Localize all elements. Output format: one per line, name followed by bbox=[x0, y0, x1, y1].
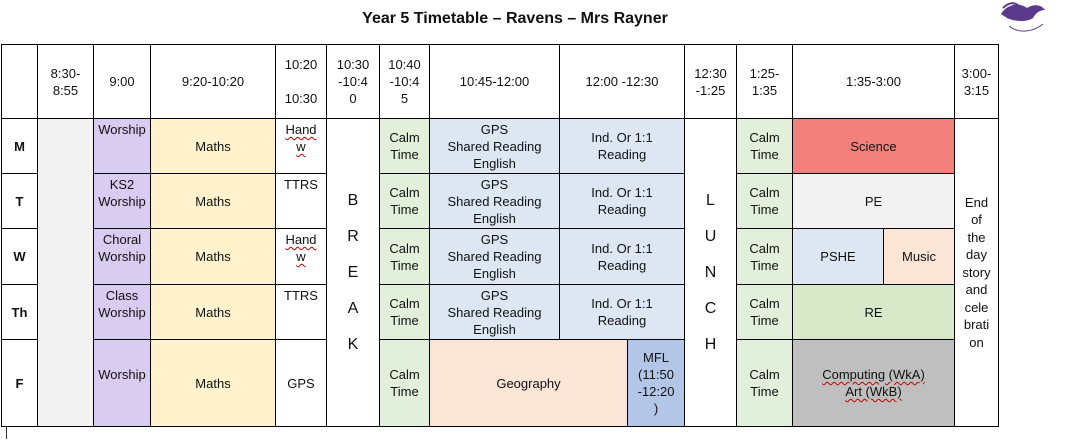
table-row bbox=[2, 174, 999, 229]
header-cell: 10:20 10:30 bbox=[276, 45, 327, 119]
header-corner bbox=[2, 45, 38, 119]
table-row bbox=[2, 340, 999, 427]
computing-label: Computing (WkA) bbox=[822, 367, 925, 382]
calm-time-cell: Calm Time bbox=[737, 119, 793, 174]
handwriting-cell: Hand w bbox=[276, 229, 327, 285]
calm-time-cell: Calm Time bbox=[737, 229, 793, 285]
day-label: F bbox=[2, 340, 38, 427]
calm-time-cell: Calm Time bbox=[380, 340, 430, 427]
day-label: T bbox=[2, 174, 38, 229]
handwriting-cell: Hand w bbox=[276, 119, 327, 174]
header-cell: 12:30 -1:25 bbox=[685, 45, 737, 119]
literacy-cell: GPS Shared Reading English bbox=[430, 174, 560, 229]
art-label: Art (WkB) bbox=[845, 384, 902, 399]
maths-cell: Maths bbox=[151, 229, 276, 285]
split-cell bbox=[430, 340, 685, 427]
reading-cell: Ind. Or 1:1 Reading bbox=[560, 119, 685, 174]
ttrs-cell: TTRS bbox=[276, 285, 327, 340]
reading-cell: Ind. Or 1:1 Reading bbox=[560, 229, 685, 285]
calm-time-cell: Calm Time bbox=[737, 174, 793, 229]
geography-cell: Geography bbox=[430, 340, 628, 426]
maths-cell: Maths bbox=[151, 119, 276, 174]
header-cell: 10:45-12:00 bbox=[430, 45, 560, 119]
header-cell: 1:35-3:00 bbox=[793, 45, 955, 119]
maths-cell: Maths bbox=[151, 340, 276, 427]
calm-time-cell: Calm Time bbox=[737, 285, 793, 340]
header-cell: 12:00 -12:30 bbox=[560, 45, 685, 119]
re-cell: RE bbox=[793, 285, 955, 340]
computing-art-cell bbox=[793, 340, 955, 427]
registration-cell bbox=[38, 119, 94, 427]
maths-cell: Maths bbox=[151, 174, 276, 229]
literacy-cell: GPS Shared Reading English bbox=[430, 229, 560, 285]
music-cell: Music bbox=[884, 229, 954, 284]
lunch-cell: L U N C H bbox=[685, 119, 737, 427]
calm-time-cell: Calm Time bbox=[380, 229, 430, 285]
table-row bbox=[2, 119, 999, 174]
header-cell: 3:00- 3:15 bbox=[955, 45, 999, 119]
text-cursor bbox=[6, 427, 7, 439]
break-cell: B R E A K bbox=[327, 119, 380, 427]
science-cell: Science bbox=[793, 119, 955, 174]
pe-cell: PE bbox=[793, 174, 955, 229]
day-label: W bbox=[2, 229, 38, 285]
end-of-day-cell: End of the day story and celebration bbox=[955, 119, 999, 427]
table-row bbox=[2, 229, 999, 285]
pshe-cell: PSHE bbox=[793, 229, 884, 284]
school-logo-icon bbox=[993, 0, 1048, 36]
calm-time-cell: Calm Time bbox=[380, 285, 430, 340]
header-cell: 10:30 -10:4 0 bbox=[327, 45, 380, 119]
header-row bbox=[2, 45, 999, 119]
ttrs-cell: TTRS bbox=[276, 174, 327, 229]
worship-cell: Worship bbox=[94, 340, 151, 427]
day-label: M bbox=[2, 119, 38, 174]
maths-cell: Maths bbox=[151, 285, 276, 340]
header-cell: 1:25- 1:35 bbox=[737, 45, 793, 119]
page-title: Year 5 Timetable – Ravens – Mrs Rayner bbox=[362, 10, 668, 27]
worship-cell: Choral Worship bbox=[94, 229, 151, 285]
worship-cell: Class Worship bbox=[94, 285, 151, 340]
header-cell: 10:40 -10:4 5 bbox=[380, 45, 430, 119]
mfl-cell: MFL (11:50 -12:20 ) bbox=[628, 340, 684, 426]
header-cell: 8:30- 8:55 bbox=[38, 45, 94, 119]
literacy-cell: GPS Shared Reading English bbox=[430, 285, 560, 340]
split-cell bbox=[793, 229, 955, 285]
timetable bbox=[1, 44, 999, 427]
worship-cell: Worship bbox=[94, 119, 151, 174]
day-label: Th bbox=[2, 285, 38, 340]
reading-cell: Ind. Or 1:1 Reading bbox=[560, 174, 685, 229]
calm-time-cell: Calm Time bbox=[380, 174, 430, 229]
calm-time-cell: Calm Time bbox=[737, 340, 793, 427]
table-row bbox=[2, 285, 999, 340]
calm-time-cell: Calm Time bbox=[380, 119, 430, 174]
reading-cell: Ind. Or 1:1 Reading bbox=[560, 285, 685, 340]
header-cell: 9:00 bbox=[94, 45, 151, 119]
literacy-cell: GPS Shared Reading English bbox=[430, 119, 560, 174]
worship-cell: KS2 Worship bbox=[94, 174, 151, 229]
header-cell: 9:20-10:20 bbox=[151, 45, 276, 119]
gps-cell: GPS bbox=[276, 340, 327, 427]
